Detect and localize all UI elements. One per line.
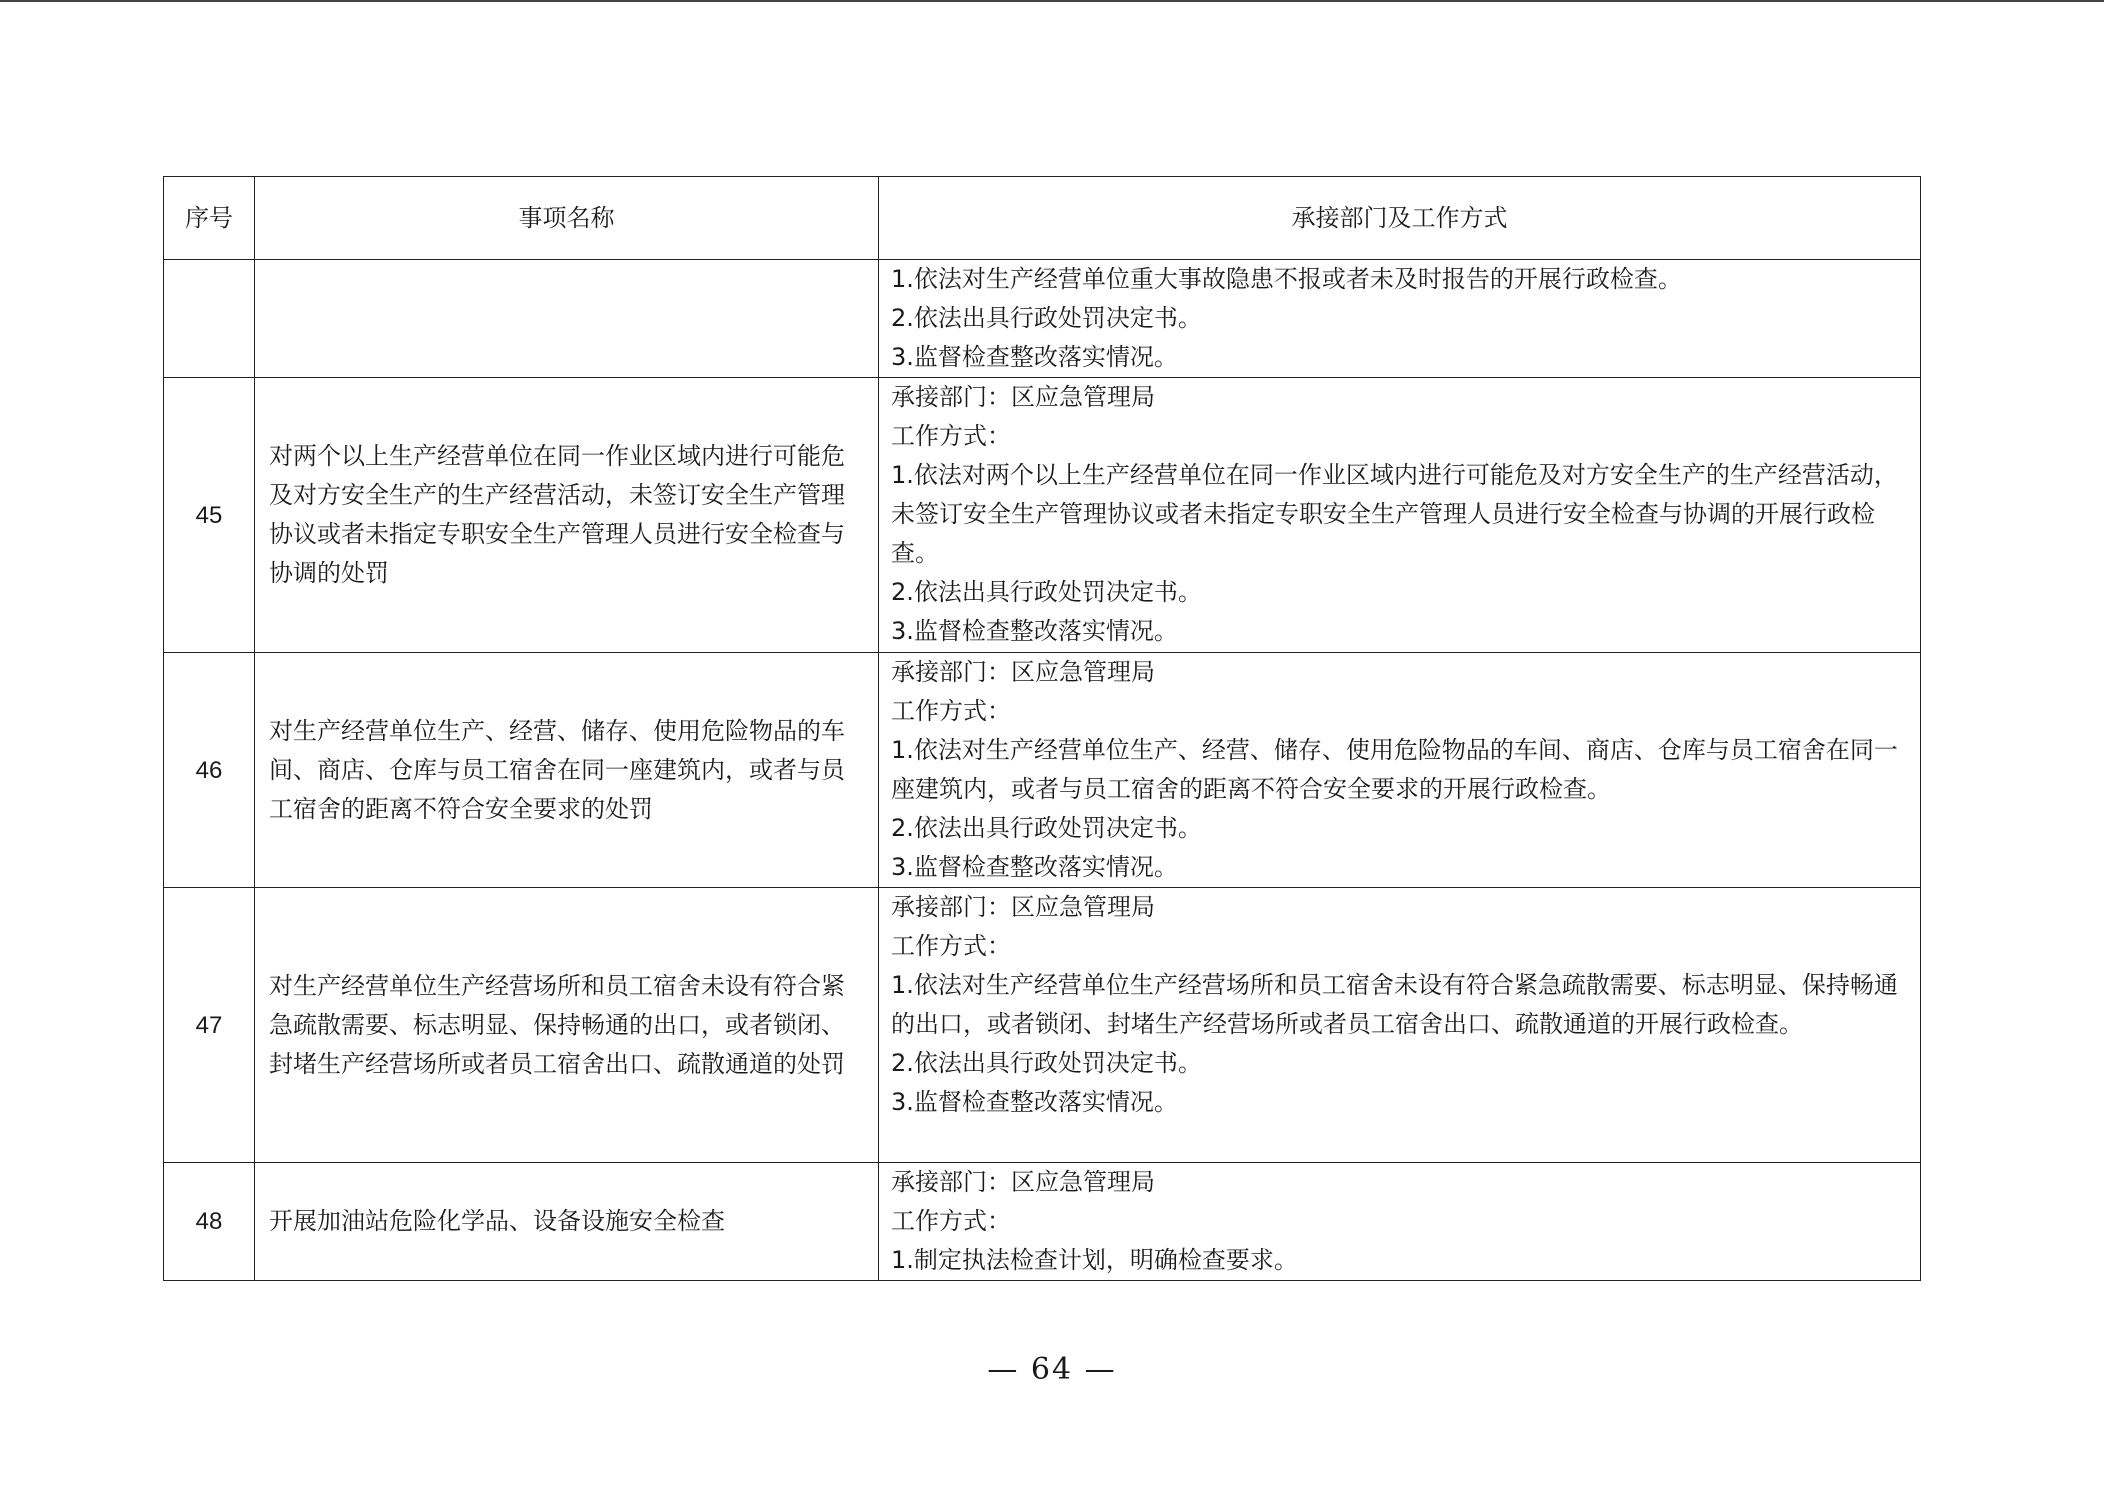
header-department-method: 承接部门及工作方式 xyxy=(879,177,1921,260)
row-department-method xyxy=(879,653,1921,888)
dept-line: 3.监督检查整改落实情况。 xyxy=(891,617,1178,645)
dept-line: 3.监督检查整改落实情况。 xyxy=(891,343,1178,371)
row-department-method xyxy=(879,1163,1921,1281)
header-item-name: 事项名称 xyxy=(255,177,879,260)
dept-line: 2.依法出具行政处罚决定书。 xyxy=(891,1049,1202,1077)
table-row xyxy=(164,1163,1921,1281)
row-serial-number: 45 xyxy=(164,378,255,653)
dept-line: 1.制定执法检查计划，明确检查要求。 xyxy=(891,1246,1298,1274)
items-table xyxy=(163,176,1921,1281)
row-serial-number: 47 xyxy=(164,888,255,1163)
dept-line: 承接部门：区应急管理局 xyxy=(891,1168,1155,1196)
page-number: — 64 — xyxy=(987,1352,1117,1387)
dept-line: 承接部门：区应急管理局 xyxy=(891,893,1155,921)
dept-line: 3.监督检查整改落实情况。 xyxy=(891,853,1178,881)
row-item-name xyxy=(255,260,879,378)
row-department-method xyxy=(879,260,1921,378)
row-department-method xyxy=(879,378,1921,653)
dept-line: 承接部门：区应急管理局 xyxy=(891,658,1155,686)
table-row xyxy=(164,888,1921,1163)
page-top-border xyxy=(0,0,2104,2)
dept-line: 1.依法对生产经营单位生产经营场所和员工宿舍未设有符合紧急疏散需要、标志明显、保持畅通的出口，或者锁闭、封堵生产经营场所或者员工宿舍出口、疏散通道的开展行政检查。 xyxy=(891,971,1898,1038)
row-item-name: 对两个以上生产经营单位在同一作业区域内进行可能危及对方安全生产的生产经营活动，未签订安全生产管理协议或者未指定专职安全生产管理人员进行安全检查与协调的处罚 xyxy=(255,378,879,653)
row-item-name: 开展加油站危险化学品、设备设施安全检查 xyxy=(255,1163,879,1281)
dept-line: 工作方式： xyxy=(891,422,1011,450)
dept-line: 1.依法对两个以上生产经营单位在同一作业区域内进行可能危及对方安全生产的生产经营活动，未签订安全生产管理协议或者未指定专职安全生产管理人员进行安全检查与协调的开展行政检查。 xyxy=(891,461,1898,567)
dept-line: 工作方式： xyxy=(891,1207,1011,1235)
row-serial-number: 46 xyxy=(164,653,255,888)
dept-line: 1.依法对生产经营单位生产、经营、储存、使用危险物品的车间、商店、仓库与员工宿舍在同一座建筑内，或者与员工宿舍的距离不符合安全要求的开展行政检查。 xyxy=(891,736,1898,803)
table-row xyxy=(164,260,1921,378)
header-serial-number: 序号 xyxy=(164,177,255,260)
dept-line: 承接部门：区应急管理局 xyxy=(891,383,1155,411)
table-header-row xyxy=(164,177,1921,260)
table-row xyxy=(164,653,1921,888)
dept-line: 1.依法对生产经营单位重大事故隐患不报或者未及时报告的开展行政检查。 xyxy=(891,265,1682,293)
dept-line: 工作方式： xyxy=(891,932,1011,960)
table-row xyxy=(164,378,1921,653)
row-serial-number: 48 xyxy=(164,1163,255,1281)
row-department-method xyxy=(879,888,1921,1163)
dept-line: 工作方式： xyxy=(891,697,1011,725)
dept-line: 2.依法出具行政处罚决定书。 xyxy=(891,578,1202,606)
row-item-name: 对生产经营单位生产经营场所和员工宿舍未设有符合紧急疏散需要、标志明显、保持畅通的出口，或者锁闭、封堵生产经营场所或者员工宿舍出口、疏散通道的处罚 xyxy=(255,888,879,1163)
row-item-name: 对生产经营单位生产、经营、储存、使用危险物品的车间、商店、仓库与员工宿舍在同一座建筑内，或者与员工宿舍的距离不符合安全要求的处罚 xyxy=(255,653,879,888)
dept-line: 2.依法出具行政处罚决定书。 xyxy=(891,304,1202,332)
row-serial-number xyxy=(164,260,255,378)
dept-line: 2.依法出具行政处罚决定书。 xyxy=(891,814,1202,842)
dept-line: 3.监督检查整改落实情况。 xyxy=(891,1088,1178,1116)
